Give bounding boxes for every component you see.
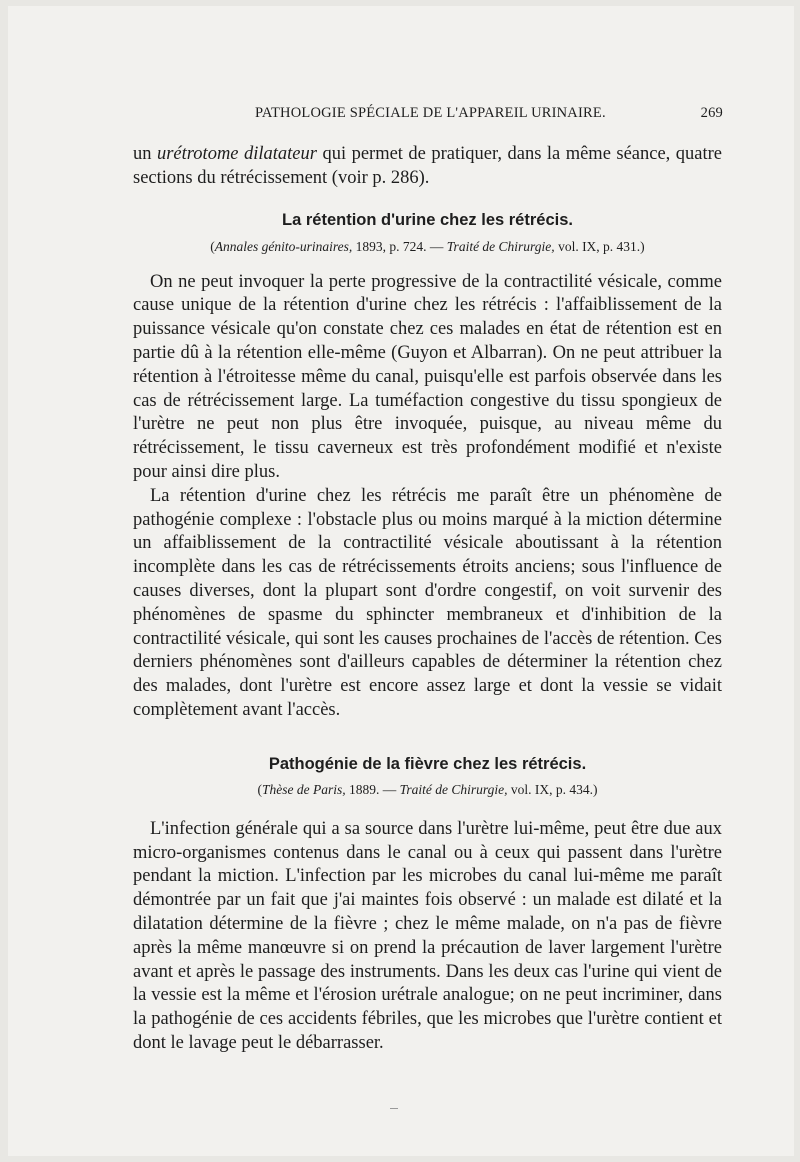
section-fever-title: Pathogénie de la fièvre chez les rétrécis. (268, 754, 587, 773)
citation-thesis: Thèse de Paris, (261, 781, 346, 797)
intro-text-pre: un (133, 144, 157, 164)
section-retention-paragraph-2: La rétention d'urine chez les rétrécis me paraît être un phénomène de pathogénie complexe : l'obstacle plus ou moins marqué à la miction détermine un affaiblissement de la contractilité vésicale aboutissant à la rétention incomplète dans les cas de rétrécissements étroits anciens; sous l'influence de causes diverses, dont la plupart sont d'ordre congestif, on voit survenir des phénomènes de spasme du sphincter membraneux et d'inhibition de la contractilité vésicale, qui sont les causes prochaines de l'accès de rétention. Ces derniers phénomènes sont d'ailleurs capables de déterminer la rétention chez des malades, dont l'urètre est encore assez large et dont la vessie se vidait complètement avant l'accès. (133, 485, 722, 720)
page-mark (390, 1108, 398, 1109)
citation-book-details: vol. IX, p. 431.) (554, 238, 645, 254)
section-fever-paragraph-1: L'infection générale qui a sa source dans l'urètre lui-même, peut être due aux micro-organismes contenus dans le canal ou à ceux qui passent dans l'urètre pendant la miction. L'infection par les microbes du canal lui-même me paraît démontrée par un fait que j'ai maintes fois observé : un malade est dilaté et la dilatation détermine de la fièvre ; chez le même malade, on n'a pas de fièvre après la même manœuvre si on prend la précaution de laver largement l'urètre avant et après le passage des instruments. Dans les deux cas l'urine qui vient de la vessie est la même et l'érosion urétrale analogue; on ne peut incriminer, dans la pathogénie de ces accidents fébriles, que les microbes que l'urètre contient et dont le lavage peut le débarrasser. (133, 818, 722, 1053)
citation-open: ( (257, 781, 262, 797)
running-title: PATHOLOGIE SPÉCIALE DE L'APPAREIL URINAIRE. (255, 105, 606, 121)
citation-book: Traité de Chirurgie, (399, 781, 508, 797)
citation-open: ( (210, 238, 215, 254)
section-retention-paragraph-1: On ne peut invoquer la perte progressive de la contractilité vésicale, comme cause unique de la rétention d'urine chez les rétrécis : l'affaiblissement de la puissance vésicale qu'on constate chez ces malades en état de rétention est en partie dû à la rétention elle-même (Guyon et Albarran). On ne peut attribuer la rétention à l'étroitesse même du canal, puisqu'elle est parfois observée dans les cas de rétrécissement large. La tuméfaction congestive du tissu spongieux de l'urètre ne peut non plus être invoquée, puisque, au niveau même du rétrécissement, le tissu caverneux est très profondément modifié et n'existe pour ainsi dire plus. (133, 271, 722, 482)
citation-thesis-details: 1889. — (345, 781, 400, 797)
page-number: 269 (700, 105, 723, 121)
citation-journal-details: 1893, p. 724. — (352, 238, 447, 254)
section-retention-citation (133, 237, 722, 257)
section-fever-citation (133, 780, 722, 800)
page-body (133, 143, 722, 1056)
intro-text-post: qui permet de pratiquer, dans la même séance, quatre sections du rétrécissement (voir p. 286). (133, 144, 723, 188)
intro-emphasis: urétrotome dilatateur (156, 144, 317, 164)
intro-paragraph (133, 143, 722, 191)
section-retention-title: La rétention d'urine chez les rétrécis. (282, 210, 573, 229)
citation-journal: Annales génito-urinaires, (214, 238, 353, 254)
citation-book: Traité de Chirurgie, (446, 238, 555, 254)
citation-book-details: vol. IX, p. 434.) (507, 781, 598, 797)
